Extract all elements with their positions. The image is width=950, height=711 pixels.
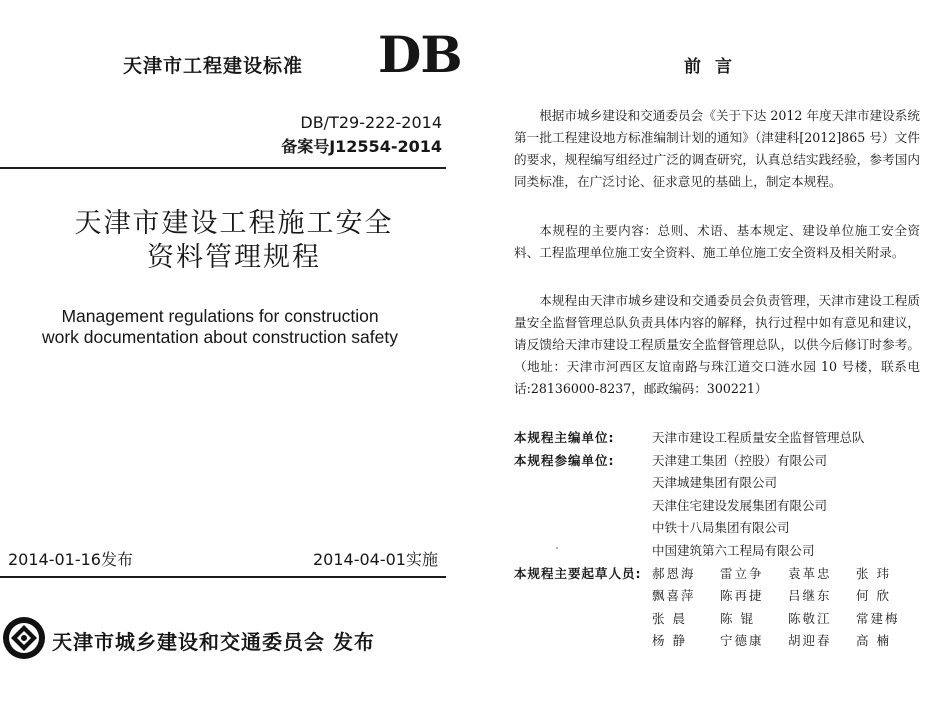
drafter-name: 袁革忠 [788, 565, 832, 581]
co-editor: 天津城建集团有限公司 [652, 475, 778, 491]
co-editor-row [514, 517, 912, 540]
chief-editor-label: 本规程主编单位: [514, 430, 615, 445]
bottom-divider [0, 576, 446, 578]
issuer-emblem-icon [2, 616, 46, 660]
drafter-name: 雷立争 [720, 565, 764, 581]
co-editor-row [514, 450, 912, 473]
foreword-title: 前言 [684, 57, 746, 77]
drafter-name: 胡迎春 [788, 633, 832, 649]
scan-speck [556, 547, 558, 549]
drafters-label: 本规程主要起草人员: [514, 565, 642, 581]
drafter-name: 常建梅 [856, 610, 900, 626]
top-divider [0, 167, 446, 169]
foreword-paragraph-3: 本规程由天津市城乡建设和交通委员会负责管理，天津市建设工程质量安全监督管理总队负责具体内容的解释，执行过程中如有意见和建议，请反馈给天津市建设工程质量安全监督管理总队，以供今后修订时参考。（地址：天津市河西区友谊南路与珠江道交口涟水园 10 号楼，联系电话:28136000-8237，邮政编码：300221） [514, 293, 920, 396]
drafters-row [514, 608, 912, 631]
db-mark: DB [378, 25, 462, 84]
title-cn-line1: 天津市建设工程施工安全 [74, 208, 394, 239]
drafter-name: 杨 静 [652, 633, 687, 649]
drafter-name: 高 楠 [856, 633, 891, 649]
effective-date: 2014-04-01实施 [313, 550, 438, 569]
title-cn-line2: 资料管理规程 [147, 242, 321, 273]
co-editor: 中国建筑第六工程局有限公司 [652, 542, 815, 558]
drafter-name: 陈敬江 [788, 610, 832, 626]
drafter-name: 吕继东 [788, 588, 832, 604]
co-editor: 天津建工集团（控股）有限公司 [652, 452, 828, 468]
drafter-name: 宁德康 [720, 633, 764, 649]
cover-page [0, 0, 468, 711]
foreword-paragraph-1: 根据市城乡建设和交通委员会《关于下达 2012 年度天津市建设系统第一批工程建设地方标准编制计划的通知》（津建科[2012]865 号）文件的要求，规程编写组经过广泛的调查研究，认真总结实践经验，参考国内同类标准，在广泛讨论、征求意见的基础上，制定本规程。 [514, 108, 920, 189]
drafter-name: 飘喜萍 [652, 588, 696, 604]
credits-block [514, 427, 912, 653]
co-editor-label: 本规程参编单位: [514, 452, 615, 468]
drafter-name: 陈再捷 [720, 588, 764, 604]
title-en-line2: work documentation about construction safety [41, 327, 399, 347]
drafters-row [514, 585, 912, 608]
standard-label: 天津市工程建设标准 [123, 55, 304, 77]
drafter-name: 张 玮 [856, 565, 891, 581]
drafter-name: 何 欣 [856, 588, 891, 604]
co-editor: 天津住宅建设发展集团有限公司 [652, 497, 828, 513]
co-editor-row [514, 495, 912, 518]
foreword-paragraph-2: 本规程的主要内容：总则、术语、基本规定、建设单位施工安全资料、工程监理单位施工安全资料、施工单位施工安全资料及相关附录。 [514, 223, 920, 260]
publish-date: 2014-01-16发布 [8, 550, 133, 569]
chief-editor-row [514, 427, 912, 450]
foreword-page [480, 0, 950, 711]
co-editor-row [514, 472, 912, 495]
drafters-row [514, 630, 912, 653]
standard-number: DB/T29-222-2014 [300, 113, 442, 132]
co-editor: 中铁十八局集团有限公司 [652, 520, 790, 536]
co-editor-row [514, 540, 912, 563]
drafter-name: 郝恩海 [652, 565, 696, 581]
drafters-row [514, 563, 912, 586]
record-number: 备案号J12554-2014 [281, 137, 442, 156]
drafter-name: 张 晨 [652, 610, 687, 626]
drafter-name: 陈 锟 [720, 610, 755, 626]
title-en-line1: Management regulations for construction [61, 306, 379, 326]
issuer: 天津市城乡建设和交通委员会 发布 [52, 630, 375, 654]
chief-editor: 天津市建设工程质量安全监督管理总队 [652, 430, 865, 445]
